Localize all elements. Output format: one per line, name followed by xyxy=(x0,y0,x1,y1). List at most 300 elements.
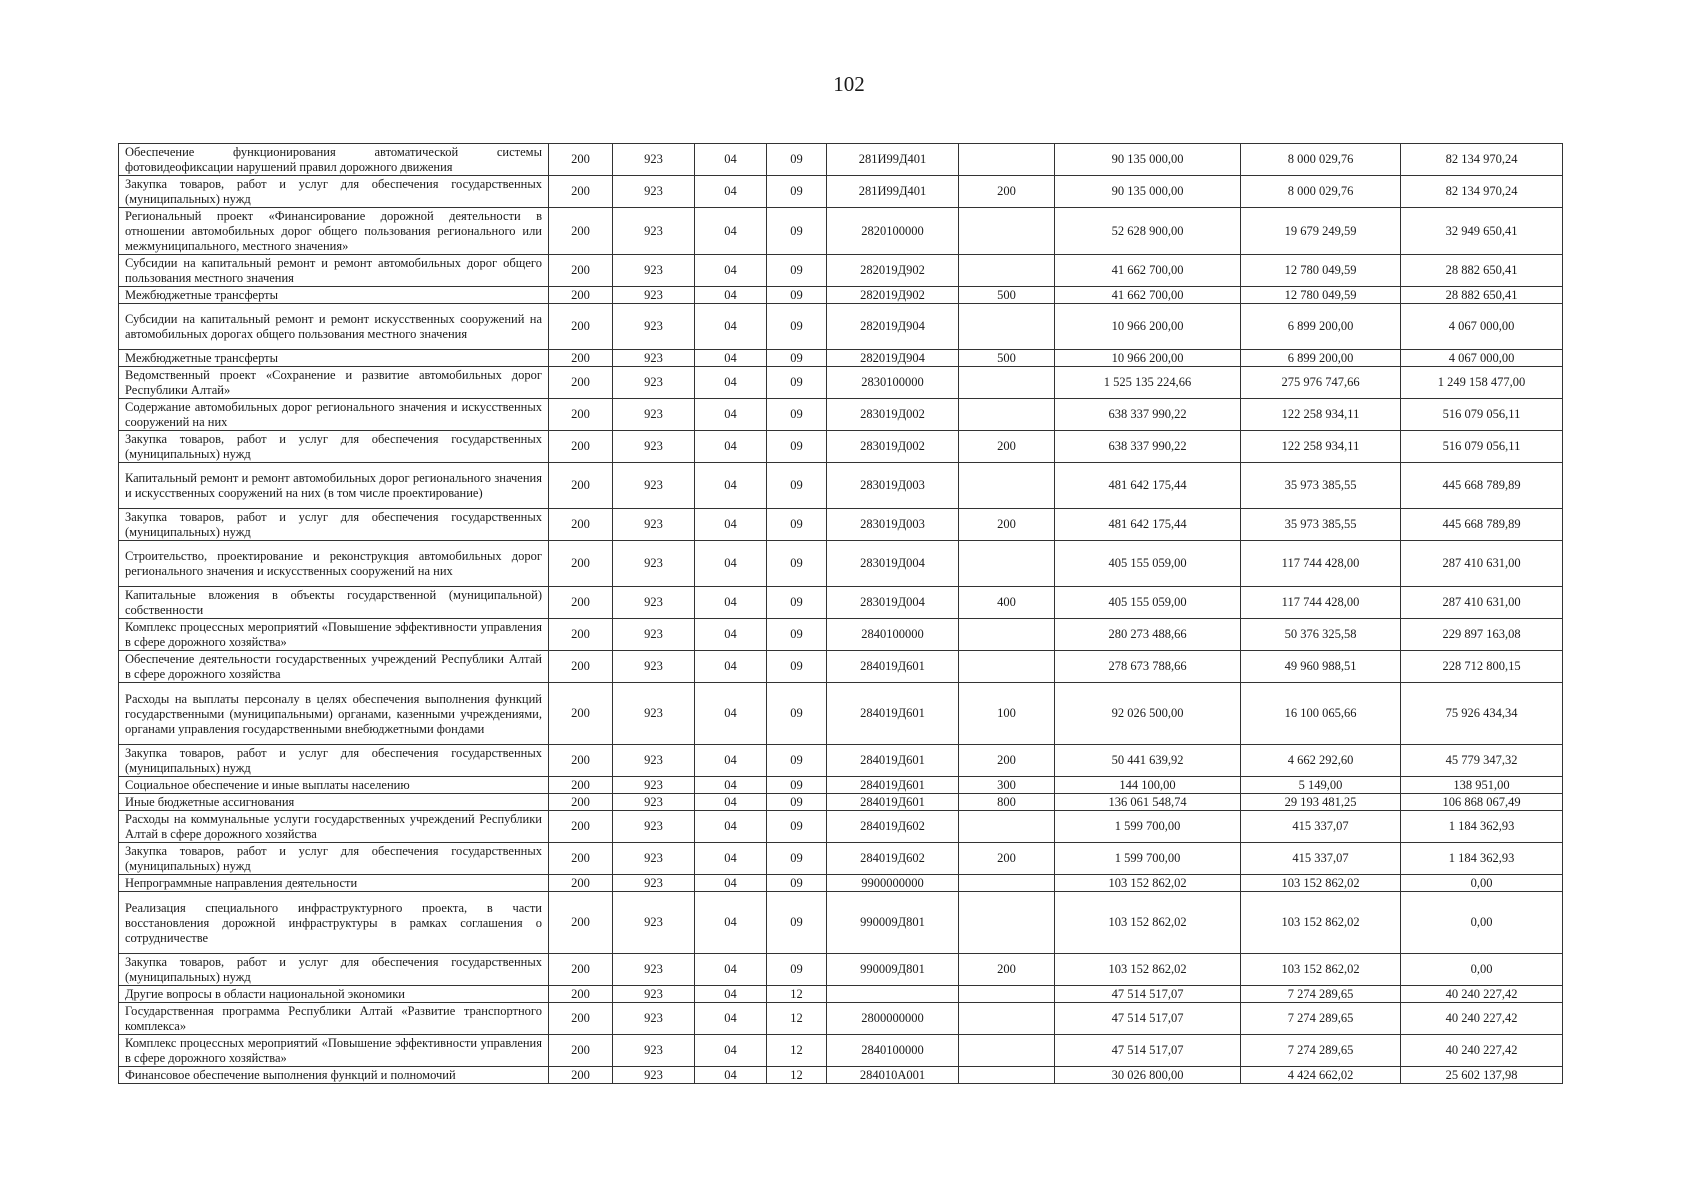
row-name-cell: Капитальные вложения в объекты государственной (муниципальной) собственности xyxy=(119,587,549,619)
executed-amount-cell: 29 193 481,25 xyxy=(1241,794,1401,811)
row-name-cell: Расходы на коммунальные услуги государственных учреждений Республики Алтай в сфере дорожного хозяйства xyxy=(119,811,549,843)
table-row xyxy=(119,431,1563,463)
ministry-code-cell: 923 xyxy=(613,509,695,541)
row-name-cell: Закупка товаров, работ и услуг для обеспечения государственных (муниципальных) нужд xyxy=(119,954,549,986)
expense-type-cell xyxy=(959,463,1055,509)
executed-amount-cell: 12 780 049,59 xyxy=(1241,255,1401,287)
target-article-cell: 284019Д601 xyxy=(827,777,959,794)
table-row xyxy=(119,811,1563,843)
section-code-cell: 200 xyxy=(549,255,613,287)
target-article-cell: 281И99Д401 xyxy=(827,144,959,176)
subsection-code-cell: 09 xyxy=(767,463,827,509)
expense-type-cell xyxy=(959,255,1055,287)
section-code-cell: 200 xyxy=(549,875,613,892)
section-code-cell: 200 xyxy=(549,176,613,208)
ministry-code-cell: 923 xyxy=(613,683,695,745)
ministry-code-cell: 923 xyxy=(613,892,695,954)
chapter-code-cell: 04 xyxy=(695,811,767,843)
planned-amount-cell: 136 061 548,74 xyxy=(1055,794,1241,811)
subsection-code-cell: 09 xyxy=(767,683,827,745)
planned-amount-cell: 638 337 990,22 xyxy=(1055,399,1241,431)
expense-type-cell: 800 xyxy=(959,794,1055,811)
planned-amount-cell: 144 100,00 xyxy=(1055,777,1241,794)
subsection-code-cell: 09 xyxy=(767,811,827,843)
ministry-code-cell: 923 xyxy=(613,875,695,892)
expense-type-cell xyxy=(959,875,1055,892)
section-code-cell: 200 xyxy=(549,777,613,794)
ministry-code-cell: 923 xyxy=(613,208,695,255)
chapter-code-cell: 04 xyxy=(695,287,767,304)
table-row xyxy=(119,777,1563,794)
ministry-code-cell: 923 xyxy=(613,954,695,986)
executed-amount-cell: 7 274 289,65 xyxy=(1241,986,1401,1003)
target-article-cell: 284019Д601 xyxy=(827,651,959,683)
chapter-code-cell: 04 xyxy=(695,350,767,367)
table-row xyxy=(119,954,1563,986)
expense-type-cell: 200 xyxy=(959,176,1055,208)
executed-amount-cell: 7 274 289,65 xyxy=(1241,1003,1401,1035)
ministry-code-cell: 923 xyxy=(613,1035,695,1067)
chapter-code-cell: 04 xyxy=(695,255,767,287)
target-article-cell: 2840100000 xyxy=(827,1035,959,1067)
subsection-code-cell: 09 xyxy=(767,176,827,208)
chapter-code-cell: 04 xyxy=(695,954,767,986)
target-article-cell: 990009Д801 xyxy=(827,892,959,954)
row-name-cell: Расходы на выплаты персоналу в целях обеспечения выполнения функций государственными (муниципальными) органами, казенными учреждениями, органами управления государственными внебюджетными фондами xyxy=(119,683,549,745)
row-name-cell: Закупка товаров, работ и услуг для обеспечения государственных (муниципальных) нужд xyxy=(119,745,549,777)
chapter-code-cell: 04 xyxy=(695,509,767,541)
remaining-amount-cell: 1 184 362,93 xyxy=(1401,843,1563,875)
section-code-cell: 200 xyxy=(549,1003,613,1035)
expense-type-cell: 200 xyxy=(959,843,1055,875)
remaining-amount-cell: 28 882 650,41 xyxy=(1401,255,1563,287)
page-number: 102 xyxy=(833,72,865,96)
planned-amount-cell: 41 662 700,00 xyxy=(1055,255,1241,287)
subsection-code-cell: 09 xyxy=(767,541,827,587)
row-name-cell: Строительство, проектирование и реконструкция автомобильных дорог регионального значения и искусственных сооружений на них xyxy=(119,541,549,587)
ministry-code-cell: 923 xyxy=(613,811,695,843)
ministry-code-cell: 923 xyxy=(613,1067,695,1084)
target-article-cell: 284019Д602 xyxy=(827,843,959,875)
row-name-cell: Закупка товаров, работ и услуг для обеспечения государственных (муниципальных) нужд xyxy=(119,431,549,463)
target-article-cell: 9900000000 xyxy=(827,875,959,892)
section-code-cell: 200 xyxy=(549,954,613,986)
planned-amount-cell: 481 642 175,44 xyxy=(1055,463,1241,509)
chapter-code-cell: 04 xyxy=(695,208,767,255)
target-article-cell: 2800000000 xyxy=(827,1003,959,1035)
ministry-code-cell: 923 xyxy=(613,144,695,176)
target-article-cell: 283019Д002 xyxy=(827,431,959,463)
expense-type-cell xyxy=(959,367,1055,399)
chapter-code-cell: 04 xyxy=(695,892,767,954)
remaining-amount-cell: 40 240 227,42 xyxy=(1401,1003,1563,1035)
table-row xyxy=(119,304,1563,350)
executed-amount-cell: 6 899 200,00 xyxy=(1241,350,1401,367)
ministry-code-cell: 923 xyxy=(613,587,695,619)
section-code-cell: 200 xyxy=(549,683,613,745)
expense-type-cell xyxy=(959,619,1055,651)
table-row xyxy=(119,683,1563,745)
subsection-code-cell: 09 xyxy=(767,651,827,683)
planned-amount-cell: 1 599 700,00 xyxy=(1055,843,1241,875)
planned-amount-cell: 1 525 135 224,66 xyxy=(1055,367,1241,399)
executed-amount-cell: 103 152 862,02 xyxy=(1241,875,1401,892)
table-row xyxy=(119,587,1563,619)
subsection-code-cell: 09 xyxy=(767,875,827,892)
remaining-amount-cell: 1 249 158 477,00 xyxy=(1401,367,1563,399)
expense-type-cell xyxy=(959,811,1055,843)
ministry-code-cell: 923 xyxy=(613,399,695,431)
ministry-code-cell: 923 xyxy=(613,651,695,683)
chapter-code-cell: 04 xyxy=(695,745,767,777)
table-row xyxy=(119,541,1563,587)
row-name-cell: Непрограммные направления деятельности xyxy=(119,875,549,892)
table-row xyxy=(119,794,1563,811)
section-code-cell: 200 xyxy=(549,144,613,176)
chapter-code-cell: 04 xyxy=(695,304,767,350)
planned-amount-cell: 1 599 700,00 xyxy=(1055,811,1241,843)
row-name-cell: Государственная программа Республики Алтай «Развитие транспортного комплекса» xyxy=(119,1003,549,1035)
chapter-code-cell: 04 xyxy=(695,843,767,875)
subsection-code-cell: 09 xyxy=(767,777,827,794)
expense-type-cell: 300 xyxy=(959,777,1055,794)
executed-amount-cell: 4 662 292,60 xyxy=(1241,745,1401,777)
remaining-amount-cell: 45 779 347,32 xyxy=(1401,745,1563,777)
section-code-cell: 200 xyxy=(549,287,613,304)
table-row xyxy=(119,367,1563,399)
row-name-cell: Межбюджетные трансферты xyxy=(119,287,549,304)
expense-type-cell: 200 xyxy=(959,745,1055,777)
ministry-code-cell: 923 xyxy=(613,304,695,350)
section-code-cell: 200 xyxy=(549,745,613,777)
table-row xyxy=(119,892,1563,954)
target-article-cell xyxy=(827,986,959,1003)
row-name-cell: Ведомственный проект «Сохранение и развитие автомобильных дорог Республики Алтай» xyxy=(119,367,549,399)
executed-amount-cell: 49 960 988,51 xyxy=(1241,651,1401,683)
chapter-code-cell: 04 xyxy=(695,1003,767,1035)
remaining-amount-cell: 445 668 789,89 xyxy=(1401,509,1563,541)
remaining-amount-cell: 25 602 137,98 xyxy=(1401,1067,1563,1084)
executed-amount-cell: 19 679 249,59 xyxy=(1241,208,1401,255)
expense-type-cell xyxy=(959,1003,1055,1035)
expense-type-cell: 500 xyxy=(959,287,1055,304)
row-name-cell: Комплекс процессных мероприятий «Повышение эффективности управления в сфере дорожного хозяйства» xyxy=(119,1035,549,1067)
row-name-cell: Финансовое обеспечение выполнения функций и полномочий xyxy=(119,1067,549,1084)
ministry-code-cell: 923 xyxy=(613,431,695,463)
table-row xyxy=(119,350,1563,367)
planned-amount-cell: 30 026 800,00 xyxy=(1055,1067,1241,1084)
target-article-cell: 283019Д003 xyxy=(827,509,959,541)
expense-type-cell xyxy=(959,986,1055,1003)
section-code-cell: 200 xyxy=(549,463,613,509)
expense-type-cell: 400 xyxy=(959,587,1055,619)
chapter-code-cell: 04 xyxy=(695,587,767,619)
planned-amount-cell: 638 337 990,22 xyxy=(1055,431,1241,463)
table-row xyxy=(119,619,1563,651)
section-code-cell: 200 xyxy=(549,350,613,367)
ministry-code-cell: 923 xyxy=(613,350,695,367)
ministry-code-cell: 923 xyxy=(613,287,695,304)
target-article-cell: 282019Д902 xyxy=(827,255,959,287)
row-name-cell: Межбюджетные трансферты xyxy=(119,350,549,367)
ministry-code-cell: 923 xyxy=(613,619,695,651)
chapter-code-cell: 04 xyxy=(695,1067,767,1084)
executed-amount-cell: 5 149,00 xyxy=(1241,777,1401,794)
section-code-cell: 200 xyxy=(549,431,613,463)
planned-amount-cell: 405 155 059,00 xyxy=(1055,541,1241,587)
target-article-cell: 282019Д904 xyxy=(827,304,959,350)
planned-amount-cell: 41 662 700,00 xyxy=(1055,287,1241,304)
table-row xyxy=(119,463,1563,509)
target-article-cell: 2820100000 xyxy=(827,208,959,255)
planned-amount-cell: 92 026 500,00 xyxy=(1055,683,1241,745)
remaining-amount-cell: 287 410 631,00 xyxy=(1401,541,1563,587)
target-article-cell: 284010А001 xyxy=(827,1067,959,1084)
table-row xyxy=(119,1067,1563,1084)
target-article-cell: 283019Д004 xyxy=(827,587,959,619)
section-code-cell: 200 xyxy=(549,651,613,683)
executed-amount-cell: 35 973 385,55 xyxy=(1241,463,1401,509)
subsection-code-cell: 09 xyxy=(767,892,827,954)
row-name-cell: Другие вопросы в области национальной экономики xyxy=(119,986,549,1003)
executed-amount-cell: 35 973 385,55 xyxy=(1241,509,1401,541)
subsection-code-cell: 09 xyxy=(767,954,827,986)
remaining-amount-cell: 516 079 056,11 xyxy=(1401,399,1563,431)
executed-amount-cell: 16 100 065,66 xyxy=(1241,683,1401,745)
chapter-code-cell: 04 xyxy=(695,619,767,651)
row-name-cell: Капитальный ремонт и ремонт автомобильных дорог регионального значения и искусственных сооружений на них (в том числе проектирование) xyxy=(119,463,549,509)
chapter-code-cell: 04 xyxy=(695,176,767,208)
section-code-cell: 200 xyxy=(549,794,613,811)
subsection-code-cell: 09 xyxy=(767,208,827,255)
section-code-cell: 200 xyxy=(549,304,613,350)
remaining-amount-cell: 28 882 650,41 xyxy=(1401,287,1563,304)
table-row xyxy=(119,875,1563,892)
ministry-code-cell: 923 xyxy=(613,777,695,794)
planned-amount-cell: 50 441 639,92 xyxy=(1055,745,1241,777)
section-code-cell: 200 xyxy=(549,509,613,541)
planned-amount-cell: 405 155 059,00 xyxy=(1055,587,1241,619)
row-name-cell: Закупка товаров, работ и услуг для обеспечения государственных (муниципальных) нужд xyxy=(119,843,549,875)
target-article-cell: 281И99Д401 xyxy=(827,176,959,208)
subsection-code-cell: 09 xyxy=(767,144,827,176)
remaining-amount-cell: 138 951,00 xyxy=(1401,777,1563,794)
executed-amount-cell: 415 337,07 xyxy=(1241,811,1401,843)
remaining-amount-cell: 287 410 631,00 xyxy=(1401,587,1563,619)
table-row xyxy=(119,509,1563,541)
row-name-cell: Региональный проект «Финансирование дорожной деятельности в отношении автомобильных дорог общего пользования регионального или межмуниципального, местного значения» xyxy=(119,208,549,255)
target-article-cell: 284019Д601 xyxy=(827,683,959,745)
subsection-code-cell: 09 xyxy=(767,745,827,777)
section-code-cell: 200 xyxy=(549,843,613,875)
expense-type-cell xyxy=(959,304,1055,350)
table-body xyxy=(119,144,1563,1084)
remaining-amount-cell: 0,00 xyxy=(1401,875,1563,892)
table-row xyxy=(119,255,1563,287)
remaining-amount-cell: 4 067 000,00 xyxy=(1401,304,1563,350)
planned-amount-cell: 280 273 488,66 xyxy=(1055,619,1241,651)
subsection-code-cell: 12 xyxy=(767,986,827,1003)
ministry-code-cell: 923 xyxy=(613,176,695,208)
remaining-amount-cell: 32 949 650,41 xyxy=(1401,208,1563,255)
table-row xyxy=(119,651,1563,683)
remaining-amount-cell: 75 926 434,34 xyxy=(1401,683,1563,745)
remaining-amount-cell: 0,00 xyxy=(1401,892,1563,954)
subsection-code-cell: 09 xyxy=(767,619,827,651)
subsection-code-cell: 09 xyxy=(767,367,827,399)
subsection-code-cell: 09 xyxy=(767,350,827,367)
section-code-cell: 200 xyxy=(549,587,613,619)
planned-amount-cell: 10 966 200,00 xyxy=(1055,350,1241,367)
executed-amount-cell: 50 376 325,58 xyxy=(1241,619,1401,651)
table-row xyxy=(119,176,1563,208)
section-code-cell: 200 xyxy=(549,1067,613,1084)
table-row xyxy=(119,399,1563,431)
planned-amount-cell: 90 135 000,00 xyxy=(1055,144,1241,176)
section-code-cell: 200 xyxy=(549,367,613,399)
section-code-cell: 200 xyxy=(549,541,613,587)
row-name-cell: Комплекс процессных мероприятий «Повышение эффективности управления в сфере дорожного хозяйства» xyxy=(119,619,549,651)
executed-amount-cell: 122 258 934,11 xyxy=(1241,399,1401,431)
target-article-cell: 283019Д003 xyxy=(827,463,959,509)
ministry-code-cell: 923 xyxy=(613,1003,695,1035)
target-article-cell: 2830100000 xyxy=(827,367,959,399)
executed-amount-cell: 122 258 934,11 xyxy=(1241,431,1401,463)
executed-amount-cell: 103 152 862,02 xyxy=(1241,954,1401,986)
target-article-cell: 284019Д601 xyxy=(827,794,959,811)
row-name-cell: Обеспечение функционирования автоматической системы фотовидеофиксации нарушений правил дорожного движения xyxy=(119,144,549,176)
target-article-cell: 283019Д002 xyxy=(827,399,959,431)
executed-amount-cell: 6 899 200,00 xyxy=(1241,304,1401,350)
subsection-code-cell: 12 xyxy=(767,1035,827,1067)
remaining-amount-cell: 445 668 789,89 xyxy=(1401,463,1563,509)
expense-type-cell: 100 xyxy=(959,683,1055,745)
chapter-code-cell: 04 xyxy=(695,875,767,892)
table-row xyxy=(119,144,1563,176)
planned-amount-cell: 52 628 900,00 xyxy=(1055,208,1241,255)
chapter-code-cell: 04 xyxy=(695,777,767,794)
ministry-code-cell: 923 xyxy=(613,843,695,875)
expense-type-cell xyxy=(959,399,1055,431)
table-row xyxy=(119,745,1563,777)
expense-type-cell xyxy=(959,541,1055,587)
ministry-code-cell: 923 xyxy=(613,463,695,509)
subsection-code-cell: 12 xyxy=(767,1067,827,1084)
chapter-code-cell: 04 xyxy=(695,986,767,1003)
subsection-code-cell: 09 xyxy=(767,431,827,463)
row-name-cell: Закупка товаров, работ и услуг для обеспечения государственных (муниципальных) нужд xyxy=(119,509,549,541)
remaining-amount-cell: 229 897 163,08 xyxy=(1401,619,1563,651)
section-code-cell: 200 xyxy=(549,208,613,255)
target-article-cell: 990009Д801 xyxy=(827,954,959,986)
ministry-code-cell: 923 xyxy=(613,541,695,587)
chapter-code-cell: 04 xyxy=(695,431,767,463)
target-article-cell: 282019Д904 xyxy=(827,350,959,367)
subsection-code-cell: 09 xyxy=(767,509,827,541)
expense-type-cell xyxy=(959,1067,1055,1084)
table-row xyxy=(119,986,1563,1003)
planned-amount-cell: 47 514 517,07 xyxy=(1055,1003,1241,1035)
remaining-amount-cell: 4 067 000,00 xyxy=(1401,350,1563,367)
remaining-amount-cell: 0,00 xyxy=(1401,954,1563,986)
target-article-cell: 284019Д601 xyxy=(827,745,959,777)
row-name-cell: Субсидии на капитальный ремонт и ремонт автомобильных дорог общего пользования местного значения xyxy=(119,255,549,287)
row-name-cell: Содержание автомобильных дорог регионального значения и искусственных сооружений на них xyxy=(119,399,549,431)
executed-amount-cell: 4 424 662,02 xyxy=(1241,1067,1401,1084)
planned-amount-cell: 103 152 862,02 xyxy=(1055,875,1241,892)
subsection-code-cell: 09 xyxy=(767,794,827,811)
chapter-code-cell: 04 xyxy=(695,367,767,399)
expense-type-cell: 200 xyxy=(959,954,1055,986)
target-article-cell: 283019Д004 xyxy=(827,541,959,587)
table-row xyxy=(119,287,1563,304)
expense-type-cell: 500 xyxy=(959,350,1055,367)
row-name-cell: Реализация специального инфраструктурного проекта, в части восстановления дорожной инфраструктуры в рамках соглашения о сотрудничестве xyxy=(119,892,549,954)
table-row xyxy=(119,208,1563,255)
ministry-code-cell: 923 xyxy=(613,255,695,287)
row-name-cell: Иные бюджетные ассигнования xyxy=(119,794,549,811)
table-row xyxy=(119,1035,1563,1067)
remaining-amount-cell: 228 712 800,15 xyxy=(1401,651,1563,683)
executed-amount-cell: 7 274 289,65 xyxy=(1241,1035,1401,1067)
expense-type-cell xyxy=(959,1035,1055,1067)
section-code-cell: 200 xyxy=(549,399,613,431)
executed-amount-cell: 8 000 029,76 xyxy=(1241,144,1401,176)
planned-amount-cell: 481 642 175,44 xyxy=(1055,509,1241,541)
chapter-code-cell: 04 xyxy=(695,794,767,811)
budget-table xyxy=(118,143,1563,1084)
ministry-code-cell: 923 xyxy=(613,367,695,399)
planned-amount-cell: 47 514 517,07 xyxy=(1055,986,1241,1003)
table-row xyxy=(119,1003,1563,1035)
expense-type-cell xyxy=(959,892,1055,954)
remaining-amount-cell: 516 079 056,11 xyxy=(1401,431,1563,463)
subsection-code-cell: 12 xyxy=(767,1003,827,1035)
section-code-cell: 200 xyxy=(549,1035,613,1067)
subsection-code-cell: 09 xyxy=(767,587,827,619)
section-code-cell: 200 xyxy=(549,811,613,843)
remaining-amount-cell: 1 184 362,93 xyxy=(1401,811,1563,843)
subsection-code-cell: 09 xyxy=(767,255,827,287)
chapter-code-cell: 04 xyxy=(695,144,767,176)
remaining-amount-cell: 40 240 227,42 xyxy=(1401,1035,1563,1067)
chapter-code-cell: 04 xyxy=(695,651,767,683)
chapter-code-cell: 04 xyxy=(695,683,767,745)
remaining-amount-cell: 40 240 227,42 xyxy=(1401,986,1563,1003)
row-name-cell: Обеспечение деятельности государственных учреждений Республики Алтай в сфере дорожного хозяйства xyxy=(119,651,549,683)
ministry-code-cell: 923 xyxy=(613,986,695,1003)
planned-amount-cell: 103 152 862,02 xyxy=(1055,954,1241,986)
planned-amount-cell: 47 514 517,07 xyxy=(1055,1035,1241,1067)
subsection-code-cell: 09 xyxy=(767,304,827,350)
planned-amount-cell: 278 673 788,66 xyxy=(1055,651,1241,683)
remaining-amount-cell: 82 134 970,24 xyxy=(1401,176,1563,208)
executed-amount-cell: 8 000 029,76 xyxy=(1241,176,1401,208)
executed-amount-cell: 415 337,07 xyxy=(1241,843,1401,875)
target-article-cell: 282019Д902 xyxy=(827,287,959,304)
section-code-cell: 200 xyxy=(549,892,613,954)
subsection-code-cell: 09 xyxy=(767,399,827,431)
expense-type-cell: 200 xyxy=(959,431,1055,463)
remaining-amount-cell: 106 868 067,49 xyxy=(1401,794,1563,811)
row-name-cell: Закупка товаров, работ и услуг для обеспечения государственных (муниципальных) нужд xyxy=(119,176,549,208)
executed-amount-cell: 275 976 747,66 xyxy=(1241,367,1401,399)
subsection-code-cell: 09 xyxy=(767,287,827,304)
executed-amount-cell: 117 744 428,00 xyxy=(1241,541,1401,587)
chapter-code-cell: 04 xyxy=(695,399,767,431)
executed-amount-cell: 12 780 049,59 xyxy=(1241,287,1401,304)
ministry-code-cell: 923 xyxy=(613,745,695,777)
